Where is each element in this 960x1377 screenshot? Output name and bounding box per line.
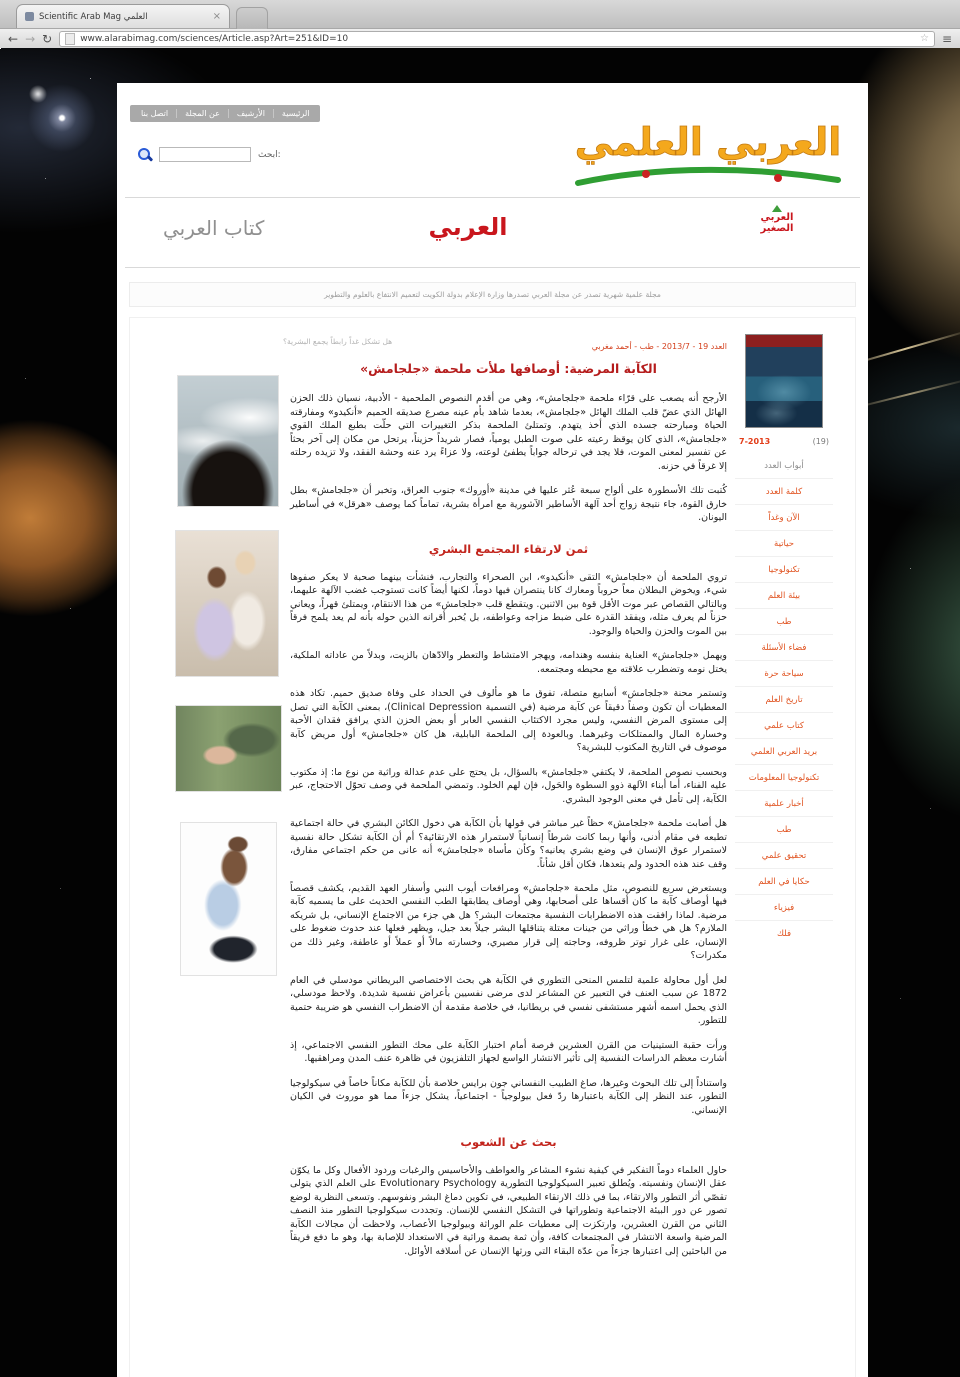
section-heading-2: بحث عن الشعوب [460, 1135, 557, 1150]
top-navigation [130, 105, 320, 122]
sidebar-link[interactable]: بيئة العلم [735, 582, 833, 608]
nav-item-home[interactable]: الرئيسية [273, 109, 318, 118]
browser-chrome [0, 0, 960, 48]
sidebar-link[interactable]: فيزياء [735, 894, 833, 920]
nav-item-about[interactable]: عن المجلة [176, 109, 228, 118]
sidebar-link[interactable]: حياتية [735, 530, 833, 556]
paragraph: حاول العلماء دوماً التفكير في كيفية نشوء المشاعر والعواطف والأحاسيس والرغبات وردود الأفعال وكل ما يكوّن عقل الإنسان ونفسيته. ويُطلق تعبير السيكولوجيا التطورية Evolutionary Psychology على العلم الذي يتولى تقصّي أثر التطور والارتقاء، بما في ذلك الارتقاء الطبيعي، في تكوين دماغ البشر ونفوسهم. وتسعى النظرية لوضع تصور عن دور البيئة الاجتماعية وتطوراتها في التشكل النفسي للإنسان. وتجددت سيكولوجيا التطور منذ النصف الثاني من القرن العشرين، وارتكزت إلى معطيات علم الوراثة وبيولوجيا الأعصاب، ولاحظت أن مجالات الكآبة المرضية واسعة الانتشار في المجتمعات كافة، وأن ثمة بصمة وراثية في الاستعداد للإصابة بها، وهو ما دفع فريقاً من الباحثين إلى اعتبارها جزءاً من عدّة البقاء التي ورثها الإنسان عن أسلافه الأوائل. [290, 1164, 727, 1257]
tagline-text: مجلة علمية شهرية تصدر عن مجلة العربي تصدرها وزارة الإعلام بدولة الكويت لتعميم الانتفاع بالعلوم والتطوير [324, 290, 661, 299]
sidebar-link[interactable]: بريد العربي العلمي [735, 738, 833, 764]
sidebar-link[interactable]: تكنولوجيا المعلومات [735, 764, 833, 790]
paragraph: هل أصابت ملحمة «جلجامش» حظاً غير مباشر في قولها بأن الكآبة هي دخول الكائن البشري في حالة اجتماعية تطبعه في مقام أدنى، وأنها ربما كانت شرطاً إنسانياً لاستمرار هذه الارتقائية؟ أم أن الكآبة تشكل حالة نفسية لاستمرار عوق الإنسان في وضع بشري يعانيه؟ وكأن مأساة «جلجامش» أنه عانى من حكم اجتماعي مفارق، وقف عند هذه الحدود ولم يتعدها، فكان أقل شأناً. [290, 818, 727, 870]
browser-toolbar [0, 29, 960, 49]
magazine-tagline [129, 282, 856, 307]
article-image-resting-outdoors [175, 705, 282, 792]
sidebar-link[interactable]: فضاء الأسئلة [735, 634, 833, 660]
page-icon [65, 33, 75, 45]
article-body [290, 341, 727, 1269]
sidebar-header: أبواب العدد [764, 461, 804, 471]
search-icon[interactable] [137, 147, 152, 162]
paragraph: وتستمر محنة «جلجامش» أسابيع متصلة، تفوق ما هو مألوف في الحداد على وفاة صديق حميم. تكاد هذه المعطيات أن تكون وصفاً دقيقاً عن كآبة مرضية (في التسمية Clinical Depression)، بمعنى الكآبة التي تصل إلى مستوى المرض النفسي، وليس مجرد الاكتئاب النفسي العابر أو بعض الحزن الذي يرافق فقدان الأحبة وخسارة المال والممتلكات وغيرهما. وبالعودة إلى الملحمة البابلية، هل كان «جلجامش» أول مريض كآبة موصوف في التاريخ المكتوب للبشرية؟ [290, 688, 727, 754]
bookmark-star-icon[interactable]: ☆ [919, 33, 929, 44]
section-heading-1: ثمن لارتقاء المجتمع البشري [428, 542, 589, 557]
kitab-alarabi-logo[interactable]: كتاب العربي [163, 216, 265, 240]
favicon [25, 12, 34, 21]
browser-tab[interactable] [16, 4, 230, 28]
sidebar-link[interactable]: كلمة العدد [735, 478, 833, 504]
article-image-comforting [175, 530, 279, 677]
paragraph: ويستعرض سريع للنصوص، مثل ملحمة «جلجامش» ومرافعات أيوب النبي وأسفار العهد القديم، يكشف قصصاً فيها أوصاف كآبة ما كان أقساها على أصحابها، وهي أوصاف يطابقها الطب النفسي الحديث على ما يسميه كآبة مرضية. لماذا رافقت هذه الاضطرابات النفسية مجتمعات البشر؟ هل هي جزء من الاجتماع الإنساني، بل شريكه الملازم؟ هل هي خطأ وراثي من جينات معتلة يتناقلها البشر جيلاً بعد جيل، ويظهر فعلها عند حدوث ضغوط على الإنسان، على غرار توتر ظروفه، وحاجته إلى قرار مصيري، وخسارته مالاً أو عملاً أو عاطفة، وغير ذلك من مكدرات؟ [290, 883, 727, 962]
mini-logo-line1: العربي [760, 212, 794, 223]
site-logo[interactable] [572, 95, 844, 195]
article-meta: العدد 19 - 2013/7 - طب - أحمد مغربي [591, 342, 727, 351]
search-label: ابحث: [258, 149, 281, 160]
article-title: الكآبة المرضية: أوصافها ملأت ملحمة «جلجامش» [360, 361, 657, 377]
tab-close-icon[interactable]: × [212, 10, 221, 22]
logo-art [572, 95, 844, 195]
site-page [117, 83, 868, 1377]
issue-number: (19) [812, 437, 829, 446]
sidebar-link[interactable]: أخبار علمية [735, 790, 833, 816]
logo-text: العربي العلمي [574, 120, 842, 164]
sidebar-link[interactable]: كتاب علمي [735, 712, 833, 738]
article-image-grief-by-sea [177, 375, 279, 507]
divider [125, 197, 860, 198]
leaf-icon [772, 205, 782, 212]
nav-item-archive[interactable]: الأرشيف [228, 109, 273, 118]
mini-logo-line2: الصغير [760, 222, 794, 234]
tab-strip [0, 0, 960, 29]
paragraph: لعل أول محاولة علمية لتلمس المنحى التطوري في الكآبة هي بحث الاختصاصي البريطاني مودسلي في العام 1872 عن سبب العنف في التعبير عن المشاعر لدى مرضى نفسيين بأعراض نفسية شديدة. ولاحظ مودسلي، الذي يحمل اسمه أشهر مستشفى نفسي في بريطانيا، في خلاصة مقدمة أن الاضطراب النفسي هو ضريبة حتمية للتطور. [290, 974, 727, 1027]
forward-button[interactable]: → [25, 31, 36, 46]
alarabi-saghir-logo[interactable] [758, 205, 796, 257]
alarabi-logo[interactable]: العربي [428, 213, 508, 241]
issue-sidebar [735, 334, 833, 946]
nav-item-contact[interactable]: اتصل بنا [141, 109, 169, 118]
paragraph: تروي الملحمة أن «جلجامش» التقى «أنكيدو»، ابن الصحراء والتجارب، فنشأت بينهما صحبة لا يعكر صفوها شيء، ويخوض البطلان معاً حروباً ومعارك كانا ينتصران فيها دوماً، لكنها أيضاً كانت تستوجب غضب الآلهة عليهما، وبالتالي القصاص عبر موت الأقل قوة بين الاثنين. ويتقطع قلب «جلجامش» من هذا الانتقام، ويمتلئ قهراً، ويعاني حزناً لم يعرف مثله، ويفقد القدرة على ضبط مزاجه وعواطفه، بل يُخبر أقرانه الذين حوله بأنه لم يعد يلمح فرقاً بين الموت والحزن والحياة والوجود. [290, 571, 727, 637]
sidebar-link[interactable]: طب [735, 608, 833, 634]
sidebar-link[interactable]: حكايا في العلم [735, 868, 833, 894]
tab-title: Scientific Arab Mag العلمي [39, 11, 148, 22]
paragraph: ويهمل «جلجامش» العناية بنفسه وهندامه، ويهجر الامتشاط والتعطر والادّهان بالزيت، وبدلاً من عاداته الملكية، يختل نومه وتضطرب علاقته مع محيطه ومجتمعه. [290, 650, 727, 675]
search-input[interactable] [159, 147, 251, 162]
sidebar-link[interactable]: تكنولوجيا [735, 556, 833, 582]
sidebar-link[interactable]: طب [735, 816, 833, 842]
paragraph: ورأت حقبة الستينيات من القرن العشرين فرصة أمام اختبار الكآبة على محك التطور النفسي الاجتماعي، إذ أشارت معظم الدراسات النفسية إلى تأثير الانتشار الواسع لجهاز التلفزيون في ظاهرة عنف المدن ومراهقيها. [290, 1039, 727, 1065]
new-tab-button[interactable] [236, 7, 268, 29]
issue-cover[interactable] [745, 334, 823, 428]
reload-button[interactable]: ↻ [42, 31, 53, 46]
back-button[interactable]: ← [8, 31, 19, 46]
issue-meta [739, 437, 829, 446]
search-bar [137, 147, 281, 162]
related-article-link[interactable]: هل تشكل غداً رابطاً يجمع البشرية؟ [283, 337, 393, 346]
url-text[interactable]: www.alarabimag.com/sciences/Article.asp?Art=251&ID=10 [80, 33, 349, 44]
sidebar-link[interactable]: فلك [735, 920, 833, 946]
sidebar-links [735, 478, 833, 946]
paragraph: الأرجح أنه يصعب على قرّاء ملحمة «جلجامش»، وهي من أقدم النصوص الملحمية - الأدبية، نسيان ذلك الحزن الهائل الذي عضّ قلب الملك الهائل «جلجامش»، بعدما شاهد بأم عينه مصرع صديقه الحميم «أنكيدو» ومفارقته الحياة ومبارحته جسده الذي أخذ يتهدم. وتمتلئ الملحمة بذكر التغييرات التي حلّت بطبع الملك القوي «جلجامش»، الذي كان يوقظ رعيته على صوت الطبل يومياً، فصار شريداً حزيناً، يرتحل من مكان إلى آخر بحثاً عن تفسير لمعنى الموت، فلا يجد في ترحاله جواباً يطفئ لوعته، ولا عزاءً يرد عنه وحشة الفقد، ولا تزيده رحلته إلا غرقاً في حزنه. [290, 393, 727, 472]
menu-icon[interactable]: ≡ [941, 31, 952, 46]
divider [125, 267, 860, 268]
sidebar-link[interactable]: سياحة حرة [735, 660, 833, 686]
paragraph: واستناداً إلى تلك البحوث وغيرها، صاغ الطبيب النفساني جون برايس خلاصة بأن للكآبة مكاناً خاصاً في سيكولوجيا التطور، عند النظر إلى الكآبة باعتبارها ردّ فعل بيولوجياً - اجتماعياً، يشكل جزءاً مما هو موروث في الكيان الإنساني. [290, 1077, 727, 1116]
address-bar[interactable] [59, 31, 935, 47]
issue-date[interactable]: 7-2013 [739, 437, 771, 446]
sidebar-link[interactable]: الآن وغداً [735, 504, 833, 530]
sidebar-link[interactable]: تاريخ العلم [735, 686, 833, 712]
article-image-kneeling-woman [180, 822, 277, 976]
paragraph: وبحسب نصوص الملحمة، لا يكتفي «جلجامش» بالسؤال، بل يحتج على عدم عدالة وراثية من نوع ما: إذ مكتوب عليه الفناء، أما أبناء الآلهة ذوو السطوة والحَول، فإن لهم الخلود. وتمضي الملحمة في وصف تحوّل الاحتجاج، عبر الكآبة، إلى تأمل في معنى الوجود البشري. [290, 766, 727, 805]
paragraph: كُتبت تلك الأسطورة على ألواح سبعة عُثر عليها في مدينة «أوروك» جنوب العراق، وتخبر أن «جلجامش» بطل خارق القوة، جاء نتيجة زواج أحد آلهة الأساطير الآشورية مع امرأة بشرية، تماماً كما يوصف «هرقل» في أساطير اليونان. [290, 485, 727, 523]
sidebar-link[interactable]: تحقيق علمي [735, 842, 833, 868]
